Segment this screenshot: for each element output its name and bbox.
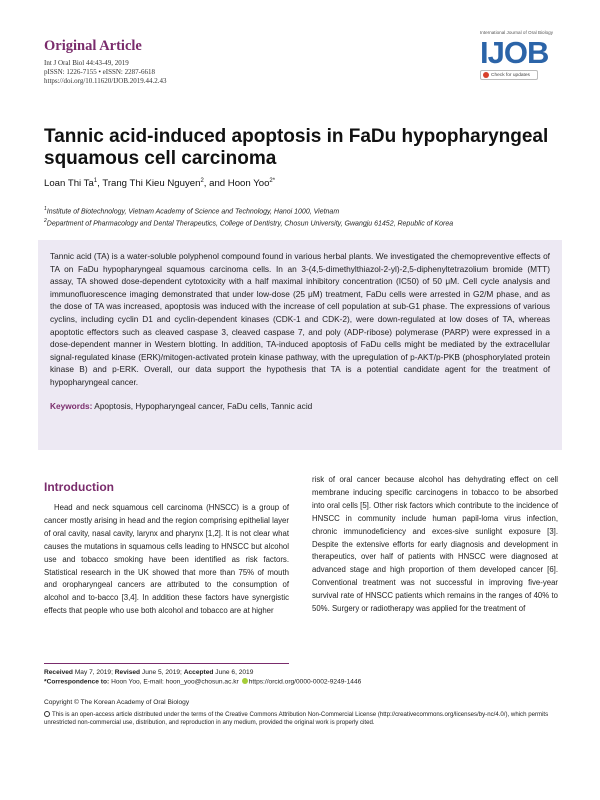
author-list xyxy=(44,178,275,189)
footer-divider xyxy=(44,663,289,664)
author-separator: , and xyxy=(203,178,228,190)
check-updates-icon xyxy=(483,72,489,78)
affiliation-list xyxy=(44,205,574,229)
journal-logo: IJOB xyxy=(480,35,549,70)
article-meta xyxy=(44,59,344,86)
doi-link[interactable]: https://doi.org/10.11620/IJOB.2019.44.2.43 xyxy=(44,77,167,85)
author-separator: , xyxy=(97,178,103,190)
correspondence-line xyxy=(44,678,564,685)
author-name: Hoon Yoo xyxy=(227,178,270,190)
article-type: Original Article xyxy=(44,38,142,54)
correspondence-label: *Correspondence to: xyxy=(44,678,110,686)
affiliation: $^2$Department of Pharmacology and Dental Therapeutics, College of Dentistry, Chosun University, Gwangju 61452, Republic of Korea xyxy=(44,217,454,228)
journal-name: International Journal of Oral Biology xyxy=(480,30,554,35)
article-header xyxy=(44,38,344,86)
section-heading: Introduction xyxy=(44,480,114,494)
citation: Int J Oral Biol 44:43-49, 2019 xyxy=(44,59,129,67)
issn: pISSN: 1226-7155 • eISSN: 2287-6618 xyxy=(44,68,155,76)
author-name: Loan Thi Ta xyxy=(44,178,94,190)
journal-block xyxy=(480,30,580,80)
abstract-box xyxy=(38,240,562,450)
keywords-text: Apoptosis, Hypopharyngeal cancer, FaDu cells, Tannic acid xyxy=(94,400,313,411)
author-affil-mark: 2 xyxy=(200,178,204,184)
orcid-link[interactable]: https://orcid.org/0000-0002-9249-1446 xyxy=(248,678,362,686)
article-title: Tannic acid-induced apoptosis in FaDu hypopharyngeal squamous cell carcinoma xyxy=(44,126,549,169)
check-updates-button[interactable] xyxy=(480,70,538,80)
body-column-right: risk of oral cancer because alcohol has dehydrating effect on cell membrane inducing specific carcinogens in tobacco to be absorbed into oral cells [5]. Other risk factors which contribute to the incidence of HNSCC in community include human papil-loma virus infection, chronic immunodeficiency and exces-sive sunlight exposure [3]. Despite the extensive efforts for early diagnosis and development in therapeutics, over half of patients with HNSCC were diagnosed at advanced stage and high proportion of them developed cancer [6]. Conventional treatment was not successful in improving five-year survival rate of HNSCC patients which remains in the ranges of 40% to 50%. Surgery or radiotherapy was applied for the treatment of xyxy=(312,475,558,614)
correspondence-contact: Hoon Yoo, E-mail: hoon_yoo@chosun.ac.kr xyxy=(111,678,239,686)
keywords-label: Keywords: xyxy=(50,400,93,411)
author-affil-mark: 1 xyxy=(93,178,98,184)
author-affil-mark: 2* xyxy=(269,178,276,184)
orcid-icon xyxy=(242,678,248,684)
license-text: This is an open-access article distributed under the terms of the Creative Commons Attribution Non-Commercial License (http://creativecommons.org/licenses/by-nc/4.0/), which permits unrestricted non-commercial use, distribution, and reproduction in any medium, provided the original work is properly cited. xyxy=(44,711,549,727)
cc-icon xyxy=(44,711,50,717)
body-column-left: Head and neck squamous cell carcinoma (HNSCC) is a group of cancer mostly arising in head and the region comprising epithelial layer of oral cavity, nasal cavity, larynx and pharynx [1,2]. It is not clear what causes the mutations in squamous cells leading to HNSCC but alcohol use and tobacco smoking have been identified as risk factors. Statistical research in the UK showed that more than 75% of mouth and oropharyngeal cancers are attributed to the consumption of alcohol and to-bacco [3,4]. In addition these factors have synergistic effects that people who use both alcohol and tobacco are at higher xyxy=(44,503,289,616)
dates-line: Received May 7, 2019; Revised June 5, 2019; Accepted June 6, 2019 xyxy=(44,669,254,676)
author-name: Trang Thi Kieu Nguyen xyxy=(102,178,201,190)
affiliation: $^1$Institute of Biotechnology, Vietnam Academy of Science and Technology, Hanoi 1000, Vietnam xyxy=(44,206,340,216)
copyright: Copyright © The Korean Academy of Oral Biology xyxy=(44,699,190,706)
keywords xyxy=(50,401,550,411)
check-updates-label: Check for updates xyxy=(491,72,530,78)
abstract-text: Tannic acid (TA) is a water-soluble polyphenol compound found in various herbal plants. We investigated the chemopreventive effects of TA on FaDu hypopharyngeal squamous carcinoma cells. In an 3-(4,5-dimethylthiazol-2-yl)-2,5-diphenyltetrazolium bromide (MTT) assay, TA showed dose-dependent cytotoxicity with a half maximal inhibitory concentration (IC50) of 50 μM. Cell cycle analysis and immunofluorescence imaging demonstrated that under low-dose (25 μM) treatment, FaDu cells were arrested in G2/M phase, and as the dose of TA was increased, apoptosis was induced with the increase of cell population at sub-G1 phase. The expressions of various cyclins, including cyclin D1 and cyclin-dependent kinases (CDK-1 and CDK-2), were down-regulated at low doses of TA, whereas apoptotic effectors such as cleaved caspase 3, cleaved caspase 7, and poly (ADP-ribose) polymerase (PARP) were expressed in a dose-dependent manner in Western blotting. In addition, TA-induced apoptosis of FaDu cells might be mediated by the extracellular signal-regulated kinase (ERK)/mitogen-activated protein kinase pathway, with the upregulation of p-AKT/p-PKB (phosphorylated protein kinase B) and p-ERK. Overall, our data support the hypothesis that TA is a potential candidate agent for the treatment of hypopharyngeal cancer. xyxy=(50,251,550,387)
